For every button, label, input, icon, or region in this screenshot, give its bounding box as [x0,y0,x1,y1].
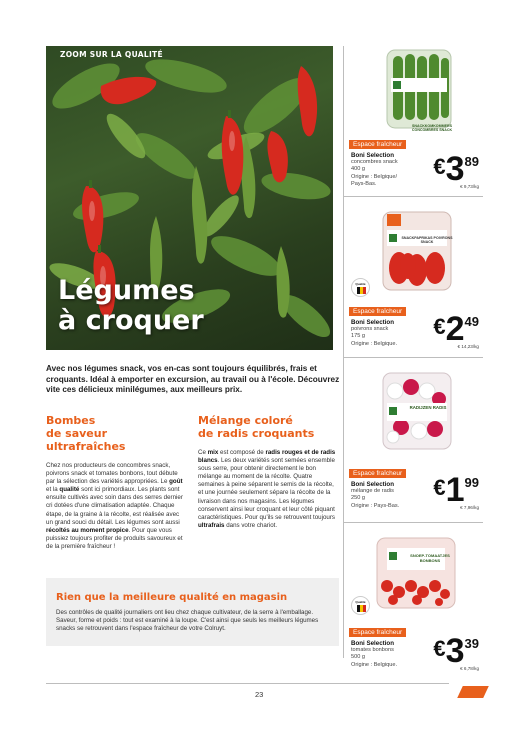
body-text: sont ici primordiaux. Les plants sont ensuite cultivés avec soin dans des serres dernier cri dotées d'une climatisation adaptée. Chaque étape, de la graine à la récolte, est réalisée avec un grand souci du détail. Les légumes sont aussi [46,486,183,526]
quality-title: Rien que la meilleure qualité en magasin [56,592,288,603]
body-bold: qualité [59,486,80,494]
intro-text: Avec nos légumes snack, vos en-cas sont toujours équilibrés, frais et croquants. Idéal à emporter en excursion, au travail ou à l'école. Découvrez vite ces délicieux minilégumes, aux meilleurs prix. [46,364,340,394]
product-card-concombres[interactable] [343,46,483,196]
quality-box [46,578,339,646]
body-text: dans votre chariot. [224,521,278,529]
product-brand: Boni Selection [351,319,394,326]
currency-symbol: € [433,314,446,339]
product-weight: 500 g [351,654,365,661]
section-saveur-body [46,462,186,551]
section-radis-body [198,449,338,530]
product-name: mélange de radis [351,488,394,495]
price-cents: 49 [464,314,479,329]
price-cents: 39 [464,636,479,651]
product-name: tomates bonbons [351,647,394,654]
body-text: . Pour que vous puissiez toujours profiter de produits savoureux et de la première fraîcheur ! [46,526,183,550]
unit-price: € 14,23/kg [457,344,479,349]
product-card-radis[interactable] [343,357,483,522]
product-brand: Boni Selection [351,640,394,647]
body-text: Ce [198,449,208,456]
product-name: poivrons snack [351,326,389,333]
page-number: 23 [255,690,264,699]
quality-text: Des contrôles de qualité journaliers ont lieu chez chaque cultivateur, de la serre à l'emballage. Saveur, forme et poids : tout est examiné à la loupe. C'est ainsi que seuls les meilleurs légumes snacks se retrouvent dans l'espace fraîcheur de votre Colruyt. [56,609,319,632]
hero-photo [46,46,333,350]
body-text: et la [46,486,60,494]
fresh-tag: Espace fraîcheur [349,469,406,478]
currency-symbol: € [433,154,446,179]
product-weight: 250 g [351,495,365,502]
product-name: concombres snack [351,159,398,166]
section-radis [198,414,338,530]
footer-rule [46,683,449,684]
tomates-pack-image [375,536,457,610]
product-info [351,481,431,510]
quality-badge [351,596,370,615]
body-text: est composé de [218,449,266,456]
body-bold: mix [207,449,219,456]
zoom-tag: ZOOM SUR LA QUALITÉ [60,50,163,59]
pack-label: RADIJZEN RADIS [409,405,447,410]
body-bold: récoltés au moment propice [46,526,129,534]
poivrons-pack-image [381,210,453,292]
section-radis-title [198,414,338,440]
product-info [351,319,431,348]
concombres-pack-image [385,48,453,130]
body-text: Chez nos producteurs de concombres snack, poivrons snack et tomates bonbons, tout débute par la sélection des variétés appropriées. Le [46,462,178,486]
pack-label: SNOEP-TOMAATJES BONBONS [410,553,450,563]
currency-symbol: € [433,636,446,661]
product-weight: 175 g [351,333,365,340]
product-weight: 400 g [351,166,365,173]
section-radis-title-line2: de radis croquants [198,427,315,440]
quality-badge-label: Qualité [355,600,366,604]
body-text: . Les deux variétés sont semées ensemble sous serre, pour obtenir directement le bon mélange au moment de la récolte. Quatre semaines à peine séparent le semis de la récolte, et une journée seulement sépare la récolte de la livraison dans nos magasins. Les légumes conservent ainsi leur croquant et leur côté piquant caractéristiques. Pour qu'ils se retrouvent toujours [198,457,336,521]
hero-title [58,276,204,336]
section-saveur-title-line1: Bombes [46,414,96,427]
section-saveur [46,414,186,551]
body-bold: ultrafrais [198,521,225,529]
product-card-poivrons[interactable] [343,196,483,357]
quality-badge-label: Qualité [355,282,366,286]
unit-price: € 7,96/kg [460,505,479,510]
belgian-flag-icon [357,287,366,294]
hero-title-line1: Légumes [58,275,195,306]
product-origin: Origine : Belgique/ [351,173,398,180]
product-origin: Origine : Belgique. [351,661,398,668]
fresh-tag: Espace fraîcheur [349,140,406,149]
price-integer: 2 [445,310,464,348]
product-card-tomates[interactable] [343,522,483,671]
fresh-tag: Espace fraîcheur [349,307,406,316]
product-info [351,152,431,188]
unit-price: € 9,73/kg [460,184,479,189]
product-brand: Boni Selection [351,481,394,488]
product-origin: Origine : Pays-Bas. [351,502,400,509]
unit-price: € 6,78/kg [460,666,479,671]
radis-pack-image [381,371,453,451]
corner-stripe [457,686,489,698]
body-bold: goût [169,478,183,486]
product-info [351,640,431,669]
pack-label: SNACKKOMKOMMERS CONCOMBRES SNACK [411,124,453,133]
quality-badge [351,278,370,297]
price-integer: 3 [445,150,464,188]
price-integer: 1 [445,471,464,509]
pack-label: SNACKPAPRIKAS POIVRONS SNACK [401,236,453,245]
section-saveur-title-line2: de saveur ultrafraîches [46,427,126,453]
product-origin: Pays-Bas. [351,180,377,187]
product-origin: Origine : Belgique. [351,340,398,347]
section-radis-title-line1: Mélange coloré [198,414,293,427]
fresh-tag: Espace fraîcheur [349,628,406,637]
currency-symbol: € [433,475,446,500]
section-saveur-title [46,414,186,453]
price-integer: 3 [445,632,464,670]
hero-title-line2: à croquer [58,305,204,336]
price-cents: 89 [464,154,479,169]
belgian-flag-icon [357,605,366,612]
product-brand: Boni Selection [351,152,394,159]
body-bold: radis rouges et de radis blancs [198,449,336,465]
price-cents: 99 [464,475,479,490]
